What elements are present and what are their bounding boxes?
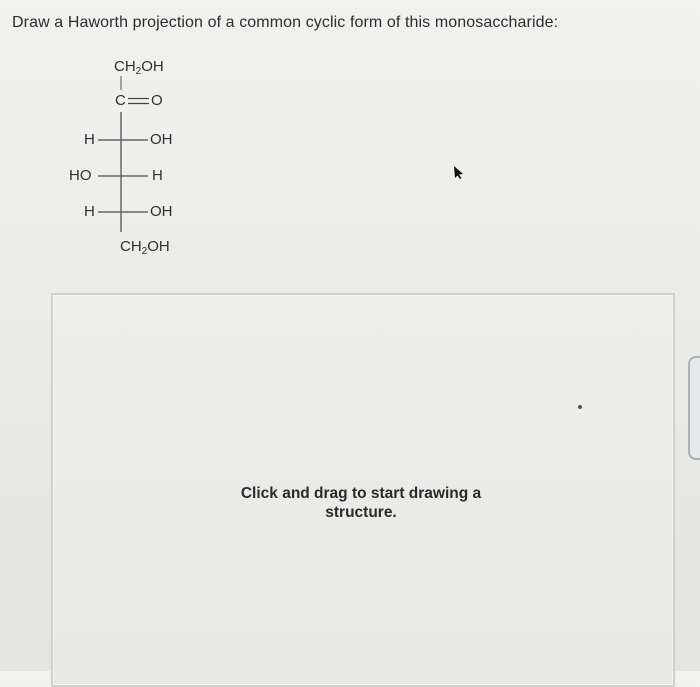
row-1-left: H — [84, 131, 95, 148]
row-1-right: OH — [150, 131, 173, 148]
drawing-canvas[interactable] — [51, 293, 675, 687]
question-prompt: Draw a Haworth projection of a common cyclic form of this monosaccharide: — [12, 14, 559, 31]
carbonyl-oxygen: O — [151, 92, 163, 109]
fischer-projection — [0, 0, 700, 290]
mouse-cursor-icon — [451, 164, 467, 180]
canvas-hint: Click and drag to start drawing a structure. — [240, 485, 482, 521]
stray-dot — [578, 405, 582, 409]
top-substituent: $CH_2OH$ — [114, 58, 164, 77]
row-2-right: H — [152, 167, 163, 184]
carbonyl-carbon: C — [115, 92, 126, 109]
row-3-left: H — [84, 203, 95, 220]
row-2-left: HO — [69, 167, 92, 184]
side-scroll-handle[interactable] — [688, 356, 700, 460]
bottom-substituent: $CH_2OH$ — [120, 238, 170, 257]
row-3-right: OH — [150, 203, 173, 220]
fischer-bonds — [0, 0, 700, 290]
